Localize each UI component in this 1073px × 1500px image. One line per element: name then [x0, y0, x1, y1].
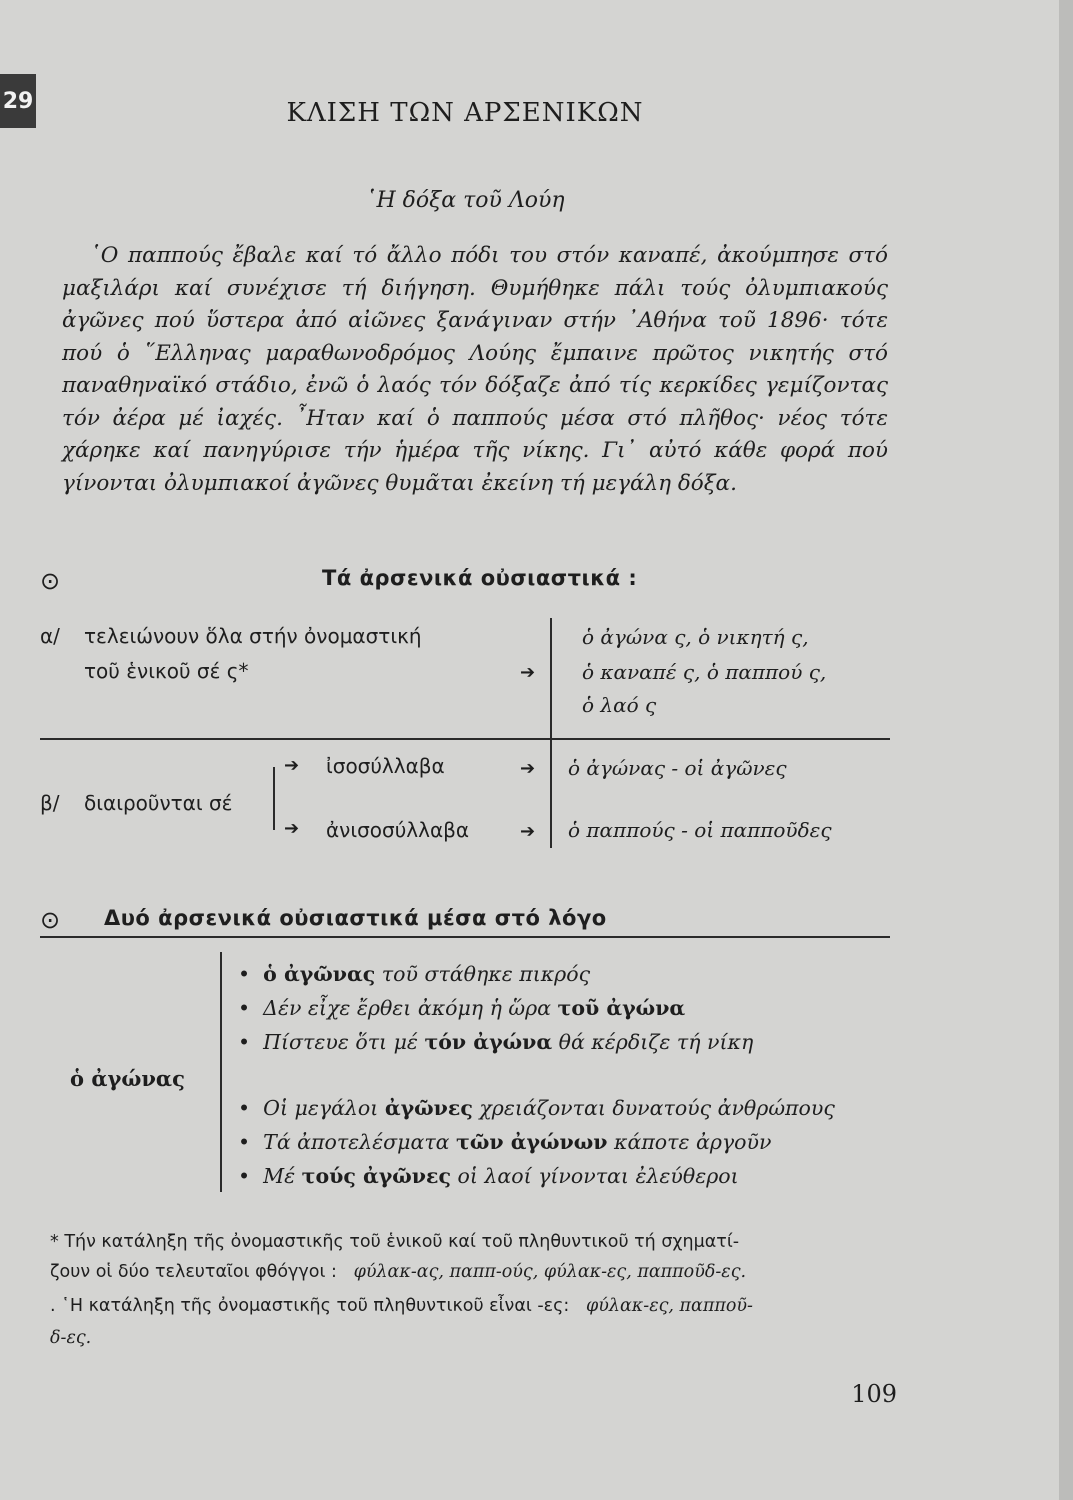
rule-b-text: διαιροῦνται σέ: [84, 791, 233, 815]
usage-sentence: • Μέ τούς ἀγῶνες οἱ λαοί γίνονται ἐλεύθεροι: [238, 1164, 739, 1188]
arrow-icon: ➔: [520, 758, 536, 779]
arrow-icon: ➔: [284, 755, 300, 776]
footnote-line: δ-ες.: [50, 1328, 92, 1348]
footnote-examples: φύλακ-ες, παπποῦ-: [586, 1296, 753, 1316]
page-number: 109: [851, 1380, 897, 1408]
bracket: [273, 767, 275, 830]
footnote-examples: φύλακ-ας, παππ-ούς, φύλακ-ες, παπποῦδ-ες.: [353, 1262, 747, 1282]
table-row-divider: [40, 738, 890, 740]
table-divider: [220, 952, 222, 1192]
rule-b-example: ὁ ἀγώνας - οἱ ἀγῶνες: [568, 756, 787, 780]
arrow-icon: ➔: [284, 818, 300, 839]
footnote-line: * Τήν κατάληξη τῆς ὀνομαστικῆς τοῦ ἑνικοῦ καί τοῦ πληθυντικοῦ τή σχηματί-: [50, 1232, 740, 1252]
target-icon: ⊙: [40, 567, 61, 595]
branch-isosyllaba: ἰσοσύλλαβα: [326, 754, 445, 778]
target-icon: ⊙: [40, 906, 61, 934]
rule-a-line1: τελειώνουν ὅλα στήν ὀνομαστική: [84, 624, 422, 648]
bullet: •: [238, 962, 251, 986]
rule-b-example: ὁ παππούς - οἱ παπποῦδες: [568, 818, 832, 842]
bullet: •: [238, 1030, 251, 1054]
page-title: ΚΛΙΣΗ ΤΩΝ ΑΡΣΕΝΙΚΩΝ: [286, 98, 644, 128]
usage-sentence: • Τά ἀποτελέσματα τῶν ἀγώνων κάποτε ἀργοῦν: [238, 1130, 772, 1154]
branch-anisosyllaba: ἀνισοσύλλαβα: [326, 818, 470, 842]
story-paragraph: ῾Ο παππούς ἔβαλε καί τό ἄλλο πόδι του στόν καναπέ, ἀκούμπησε στό μαξιλάρι καί συνέχισε τή διήγηση. Θυμήθηκε πάλι τούς ὀλυμπιακούς ἀγῶνες πού ὕστερα ἀπό αἰῶνες ξανάγιναν στήν ᾿Αθήνα τοῦ 1896· τότε πού ὁ ῞Ελληνας μαραθωνοδρόμος Λούης ἔμπαινε πρῶτος νικητής στό παναθηναϊκό στάδιο, ἐνῶ ὁ λαός τόν δόξαζε ἀπό τίς κερκίδες γεμίζοντας τόν ἀέρα μέ ἰαχές. ῏Ηταν καί ὁ παππούς μέσα στό πλῆθος· νέος τότε χάρηκε καί πανηγύρισε τήν ἡμέρα τῆς νίκης. Γι᾿ αὐτό κάθε φορά πού γίνονται ὀλυμπιακοί ἀγῶνες θυμᾶται ἐκείνη τή μεγάλη δόξα.: [62, 243, 888, 496]
bullet: •: [238, 1130, 251, 1154]
rule-a-example: ὁ λαό ς: [582, 693, 657, 717]
bullet: •: [238, 1164, 251, 1188]
rule-a-example: ὁ καναπέ ς, ὁ παππού ς,: [582, 660, 827, 684]
footnote-line: [50, 1296, 753, 1316]
page-tab-number: 29: [2, 88, 34, 114]
table-divider: [550, 618, 552, 848]
rule-a-example: ὁ ἀγώνα ς, ὁ νικητή ς,: [582, 625, 809, 649]
arrow-icon: ➔: [520, 662, 536, 683]
usage-sentence: • Δέν εἶχε ἔρθει ἀκόμη ἡ ὥρα τοῦ ἀγώνα: [238, 996, 686, 1020]
bullet: •: [238, 1096, 251, 1120]
usage-sentence: • ὁ ἀγῶνας τοῦ στάθηκε πικρός: [238, 962, 591, 986]
bullet: •: [238, 996, 251, 1020]
usage-sentence: • Οἱ μεγάλοι ἀγῶνες χρειάζονται δυνατούς ἀνθρώπους: [238, 1096, 835, 1120]
page-edge: [1059, 0, 1073, 1500]
footnote-text: . ῾Η κατάληξη τῆς ὀνομαστικῆς τοῦ πληθυντικοῦ εἶναι -ες:: [50, 1296, 570, 1316]
footnote-text: ζουν οἱ δύο τελευταῖοι φθόγγοι :: [50, 1262, 337, 1282]
section2-heading: Δυό ἀρσενικά οὐσιαστικά μέσα στό λόγο: [104, 906, 607, 930]
usage-sentence: • Πίστευε ὅτι μέ τόν ἀγώνα θά κέρδιζε τή νίκη: [238, 1030, 754, 1054]
arrow-icon: ➔: [520, 821, 536, 842]
keyword: ὁ ἀγώνας: [70, 1066, 185, 1091]
rule-a-label: α/: [40, 624, 60, 648]
rule-a-line2: τοῦ ἑνικοῦ σέ ς*: [84, 659, 249, 683]
rule-b-label: β/: [40, 791, 60, 815]
story-title: ῾Η δόξα τοῦ Λούη: [365, 188, 565, 213]
footnote-line: [50, 1262, 746, 1282]
section1-heading: Τά ἀρσενικά οὐσιαστικά :: [322, 566, 638, 590]
section2-underline: [40, 936, 890, 938]
